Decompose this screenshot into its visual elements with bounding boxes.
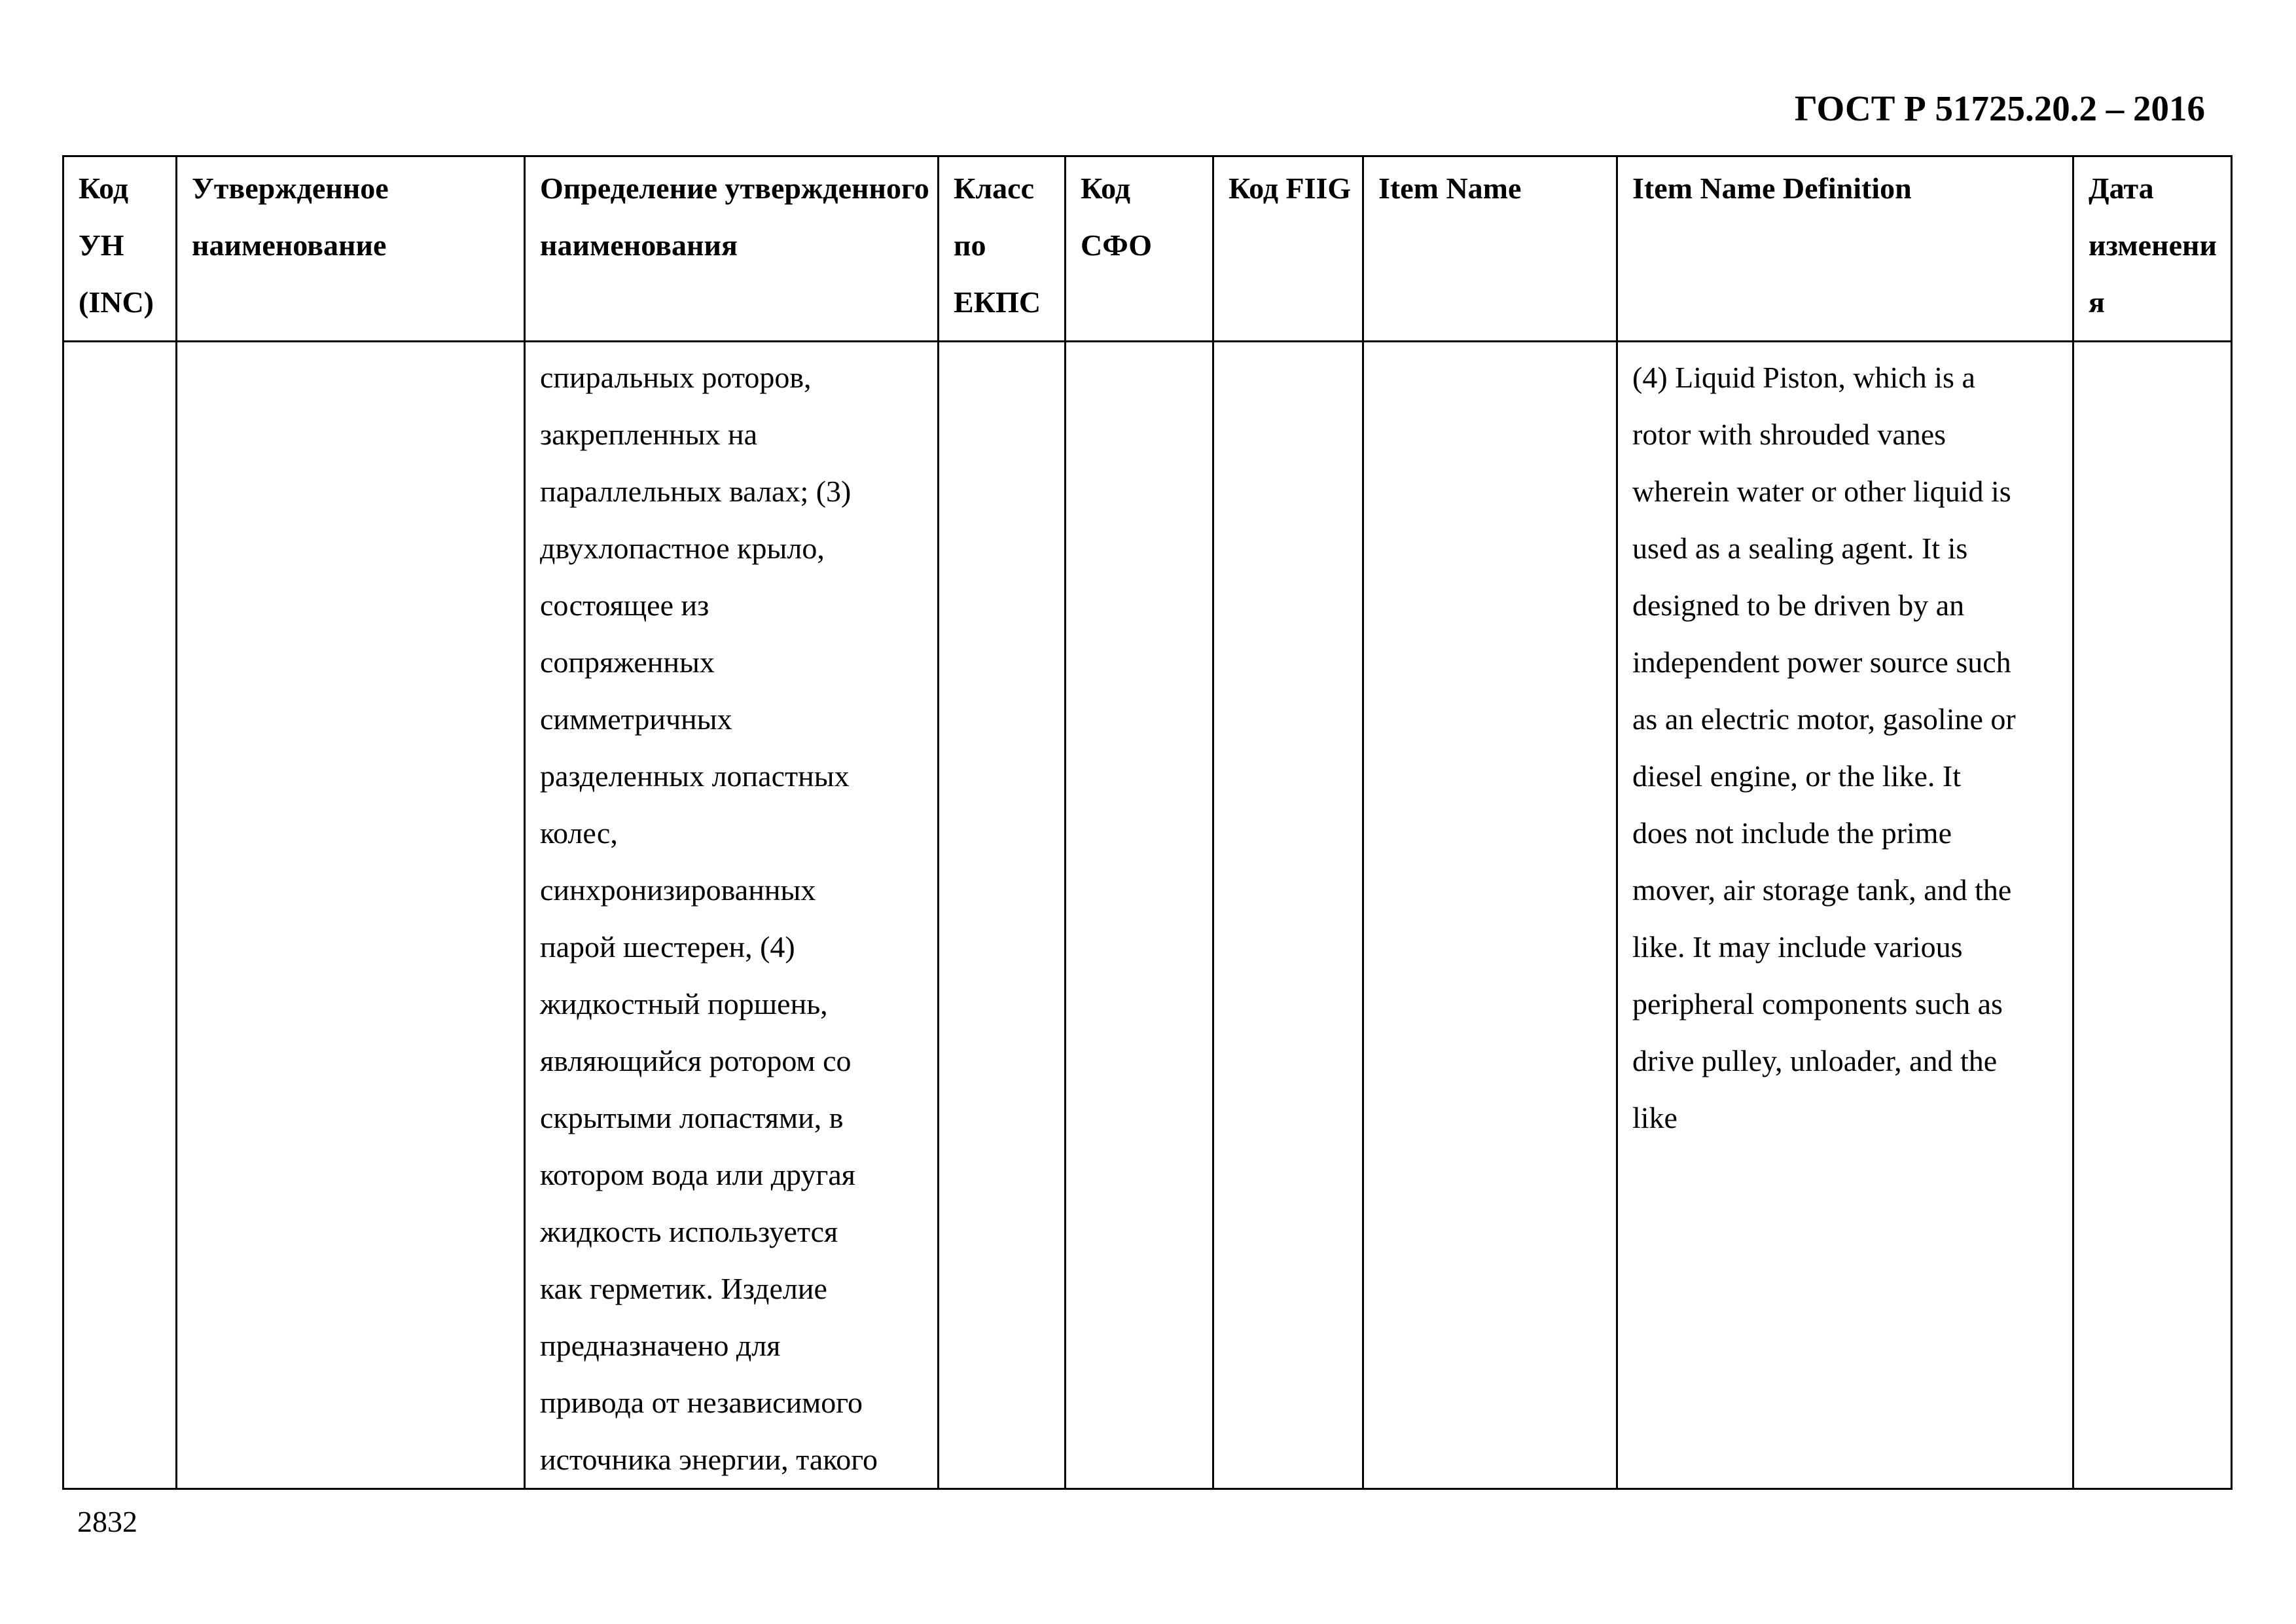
standard-designation: ГОСТ Р 51725.20.2 – 2016 <box>1794 88 2205 128</box>
text-line: источника энергии, такого <box>540 1443 878 1476</box>
text-line: скрытыми лопастями, в <box>540 1101 844 1134</box>
text-line: как герметик. Изделие <box>540 1272 827 1305</box>
page-number: 2832 <box>77 1505 137 1538</box>
text-line: like. It may include various <box>1632 930 1963 964</box>
text-line: закрепленных на <box>540 418 758 451</box>
text-line: жидкость используется <box>540 1215 838 1248</box>
text-line: like <box>1632 1101 1677 1134</box>
text-line: парой шестерен, (4) <box>540 930 795 964</box>
text-line: independent power source such <box>1632 645 2011 679</box>
header-fiig-code: Код FIIG <box>1213 156 1363 342</box>
cell-change-date <box>2073 342 2232 1489</box>
text-line: спиральных роторов, <box>540 361 812 394</box>
cell-item-name-definition <box>1617 342 2073 1489</box>
header-change-date: Дата изменения <box>2073 156 2232 342</box>
text-line: предназначено для <box>540 1329 781 1362</box>
text-line: привода от независимого <box>540 1386 863 1419</box>
text-line: параллельных валах; (3) <box>540 475 852 508</box>
header-item-name-definition: Item Name Definition <box>1617 156 2073 342</box>
cell-approved-name <box>177 342 525 1489</box>
table-row <box>63 342 2232 1489</box>
text-line: сопряженных <box>540 645 715 679</box>
text-line: симметричных <box>540 702 732 736</box>
text-line: as an electric motor, gasoline or <box>1632 702 2016 736</box>
text-line: разделенных лопастных <box>540 759 850 793</box>
text-line: двухлопастное крыло, <box>540 532 825 565</box>
text-line: used as a sealing agent. It is <box>1632 532 1968 565</box>
header-sfo-code: Код СФО <box>1066 156 1213 342</box>
cell-name-definition <box>525 342 939 1489</box>
nomenclature-table <box>62 155 2233 1490</box>
text-line: diesel engine, or the like. It <box>1632 759 1962 793</box>
text-line: drive pulley, unloader, and the <box>1632 1044 1998 1077</box>
cell-sfo-code <box>1066 342 1213 1489</box>
header-name-definition: Определение утвержденного наименования <box>525 156 939 342</box>
text-line: designed to be driven by an <box>1632 588 1965 622</box>
text-line: колес, <box>540 816 618 850</box>
cell-fiig-code <box>1213 342 1363 1489</box>
text-line: котором вода или другая <box>540 1158 855 1191</box>
cell-item-name <box>1363 342 1617 1489</box>
cell-ekps-class <box>939 342 1066 1489</box>
text-line: жидкостный поршень, <box>540 987 828 1020</box>
text-line: синхронизированных <box>540 873 816 907</box>
text-line: состоящее из <box>540 588 709 622</box>
header-approved-name: Утвержденное наименование <box>177 156 525 342</box>
text-line: являющийся ротором со <box>540 1044 852 1077</box>
header-item-name: Item Name <box>1363 156 1617 342</box>
header-ekps-class: Класс по ЕКПС <box>939 156 1066 342</box>
text-line: wherein water or other liquid is <box>1632 475 2011 508</box>
text-line: does not include the prime <box>1632 816 1952 850</box>
cell-inc-code <box>63 342 177 1489</box>
text-line: peripheral components such as <box>1632 987 2003 1020</box>
text-line: (4) Liquid Piston, which is a <box>1632 361 1975 394</box>
header-inc-code: Код УН (INC) <box>63 156 177 342</box>
text-line: mover, air storage tank, and the <box>1632 873 2012 907</box>
table-header-row <box>63 156 2232 342</box>
text-line: rotor with shrouded vanes <box>1632 418 1946 451</box>
